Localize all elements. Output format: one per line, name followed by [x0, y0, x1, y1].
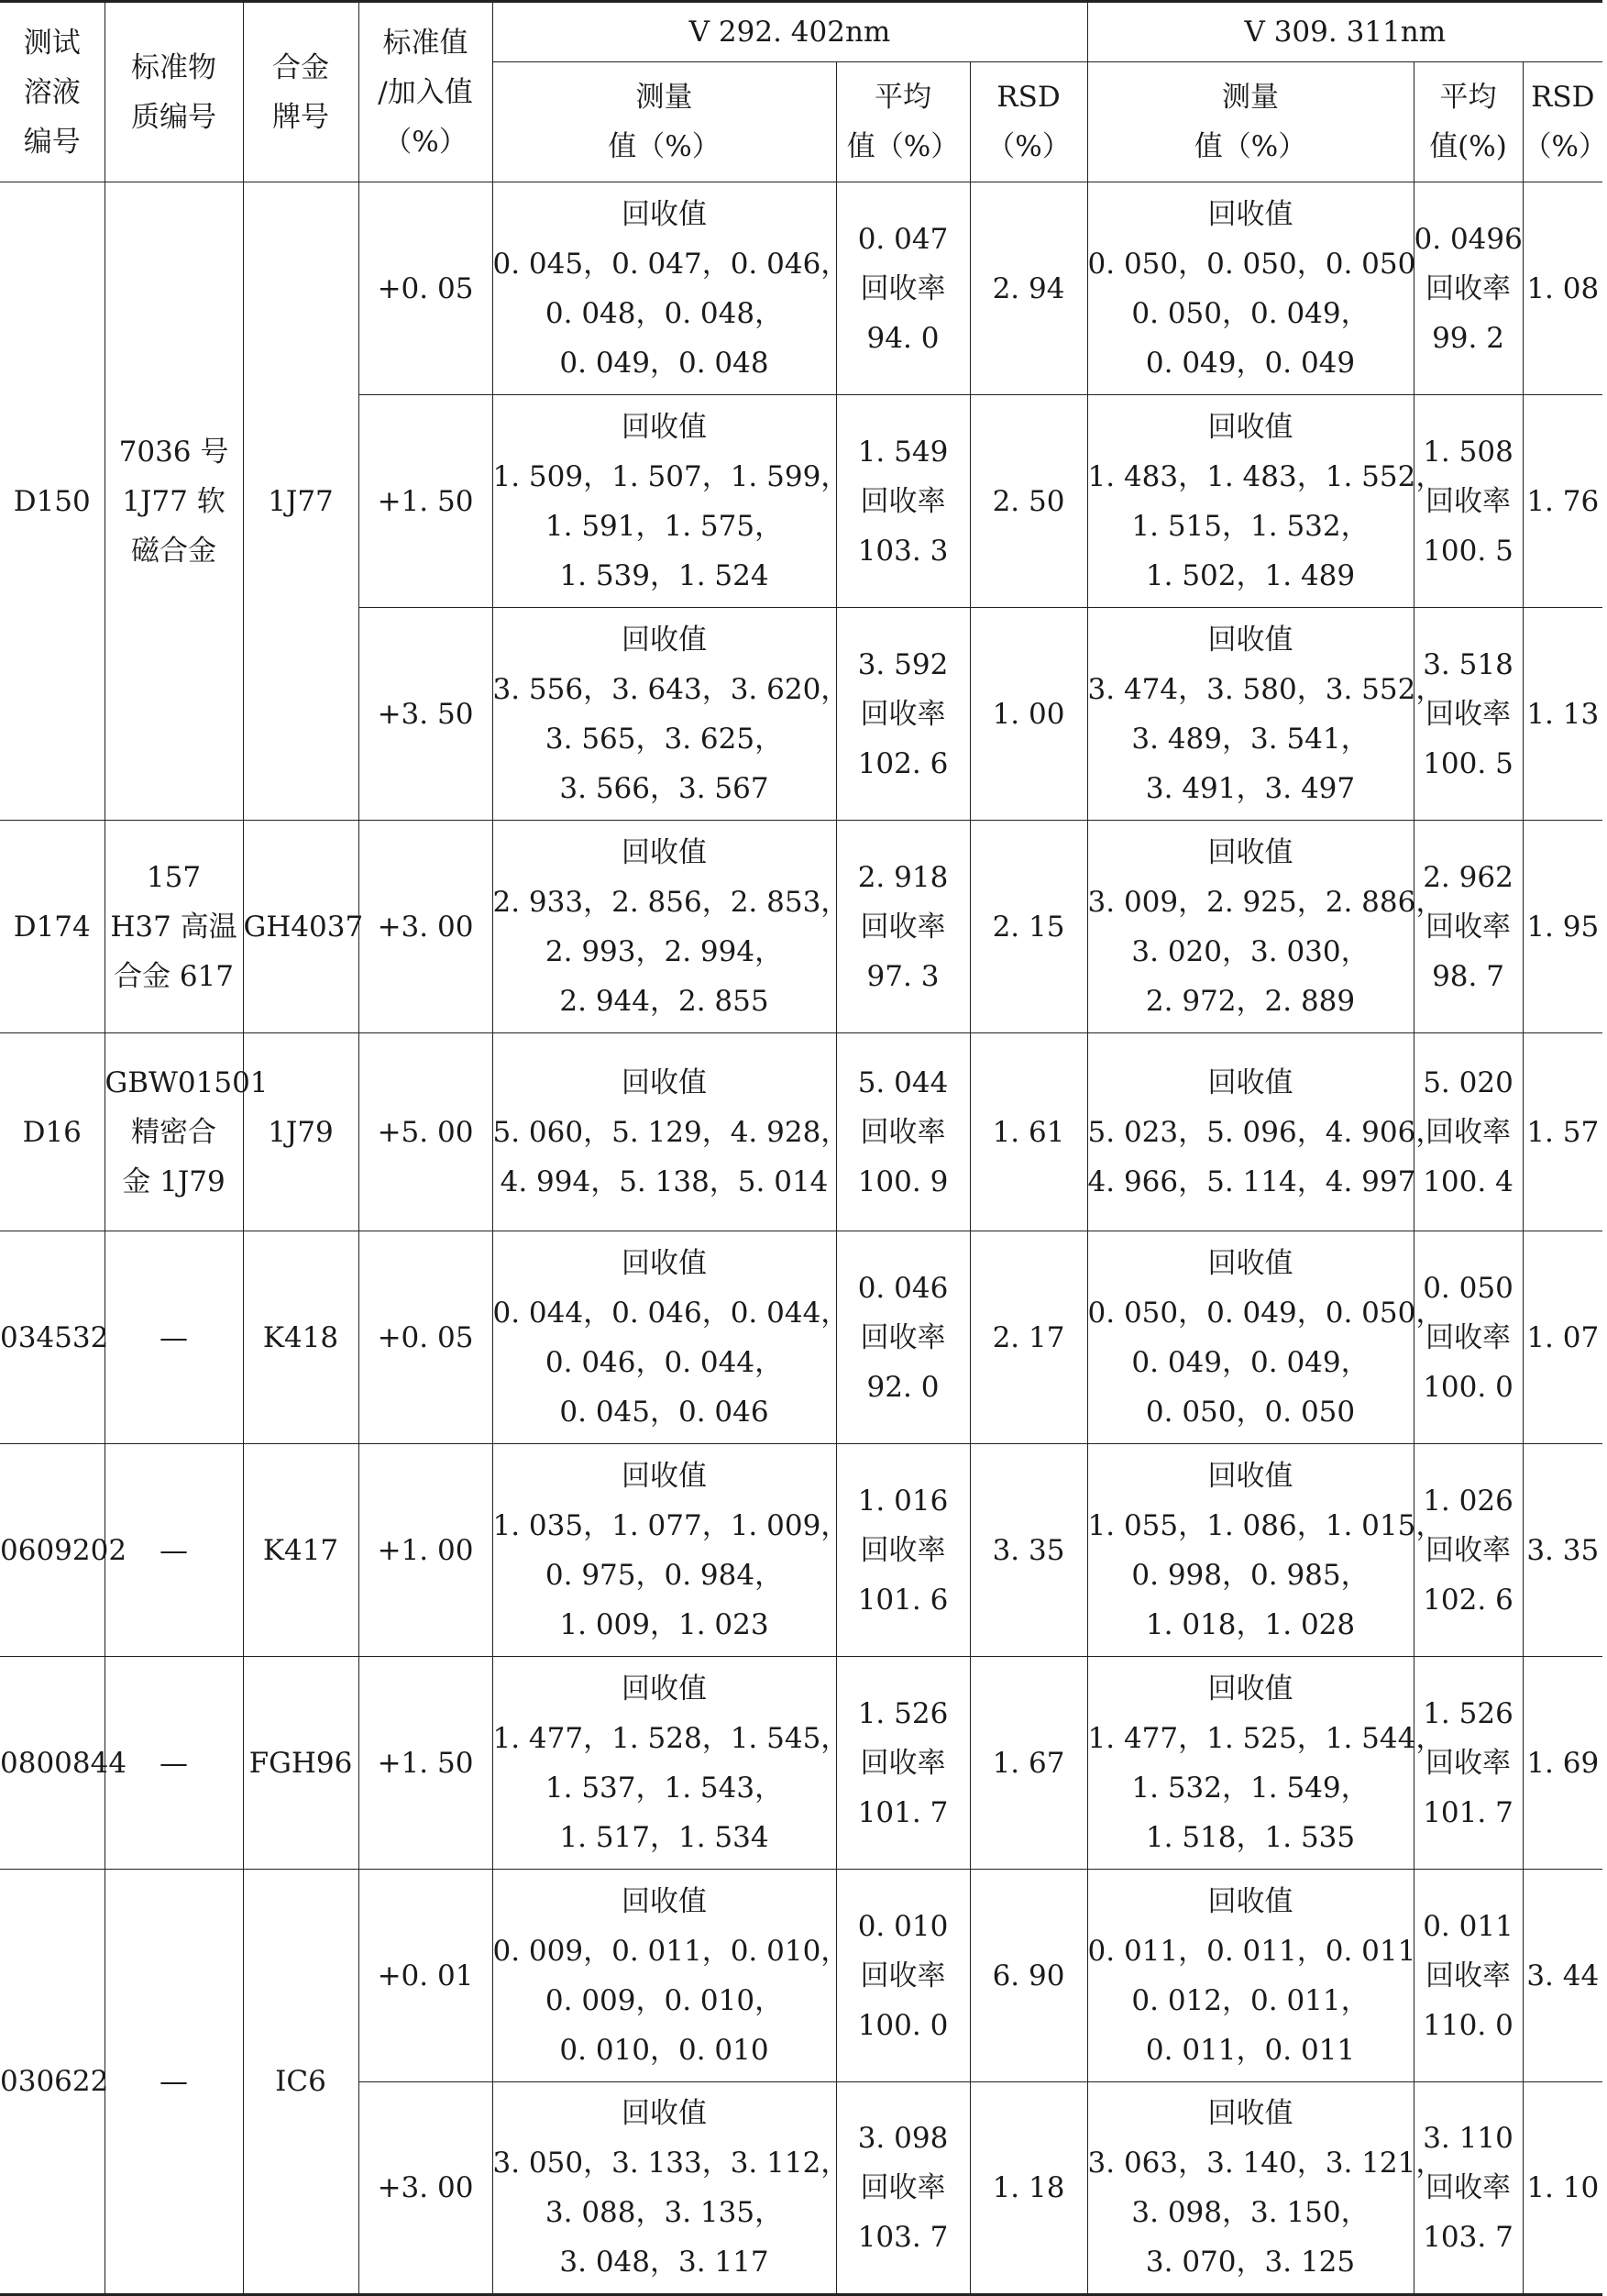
cell-mean-recovery	[836, 1870, 970, 2082]
cell-line: 3. 050，3. 133，3. 112，	[492, 2147, 850, 2180]
cell-line: 回收值	[1207, 2097, 1293, 2130]
cell-added-value: +3. 50	[358, 608, 492, 821]
cell-line: 1. 591，1. 575，	[545, 509, 784, 543]
cell-rsd: 3. 35	[1523, 1444, 1602, 1657]
cell-mean-recovery	[836, 395, 970, 608]
table-row	[0, 1033, 1602, 1231]
cell-line: 1. 483，1. 483，1. 552，	[1087, 459, 1445, 493]
cell-rsd: 1. 67	[970, 1657, 1087, 1870]
cell-alloy: FGH96	[243, 1657, 358, 1870]
cell-measured-values	[1087, 821, 1445, 1033]
cell-added-value: +1. 50	[358, 1657, 492, 1870]
cell-line: 回收值	[622, 835, 707, 869]
cell-mean-recovery	[836, 1444, 970, 1657]
cell-line: 3. 489，3. 541，	[1131, 722, 1370, 756]
cell-added-value: +3. 00	[358, 821, 492, 1033]
header-alloy: 合金 牌号	[243, 2, 358, 182]
cell-rsd: 2. 17	[970, 1231, 1087, 1444]
cell-rsd: 1. 00	[970, 608, 1087, 821]
cell-line: 合金 617	[113, 959, 235, 993]
cell-line: 1. 026	[1423, 1484, 1513, 1518]
cell-line: 1. 477，1. 528，1. 545，	[492, 1721, 850, 1755]
cell-line: 1J77 软	[122, 484, 226, 518]
cell-line: 3. 088，3. 135，	[545, 2196, 784, 2229]
cell-mean-recovery	[1414, 182, 1523, 395]
header-rsd-1: RSD （%）	[970, 62, 1087, 182]
cell-mean-recovery	[1414, 1657, 1523, 1870]
cell-line: 94. 0	[866, 321, 940, 355]
cell-line: H37 高温	[110, 910, 237, 944]
cell-measured-values	[492, 1444, 850, 1657]
cell-sample-id: D174	[0, 821, 105, 1033]
cell-mean-recovery	[836, 182, 970, 395]
cell-line: 回收率	[1425, 697, 1512, 731]
cell-line: 2. 962	[1423, 860, 1513, 894]
cell-line: 0. 009，0. 011，0. 010，	[492, 1934, 850, 1968]
cell-line: 100. 4	[1423, 1165, 1513, 1198]
cell-line: 回收值	[1207, 1459, 1293, 1493]
cell-added-value: +1. 50	[358, 395, 492, 608]
cell-line: 1. 477，1. 525，1. 544，	[1087, 1721, 1445, 1755]
cell-line: 3. 592	[857, 647, 949, 681]
cell-mean-recovery	[836, 1033, 970, 1231]
cell-added-value: +0. 05	[358, 1231, 492, 1444]
header-mean-2: 平均 值(%)	[1414, 62, 1523, 182]
cell-line: 101. 7	[1423, 1795, 1513, 1829]
table-row	[0, 1444, 1602, 1657]
cell-line: 1. 526	[1423, 1696, 1513, 1730]
cell-line: 回收值	[622, 1246, 707, 1280]
header-mean-1: 平均 值（%）	[836, 62, 970, 182]
cell-line: 0. 050，0. 049，0. 050，	[1087, 1296, 1445, 1330]
cell-mean-recovery	[1414, 821, 1523, 1033]
cell-line: 110. 0	[1423, 2008, 1513, 2042]
cell-line: 回收值	[1207, 623, 1293, 657]
cell-line: 0. 045，0. 046	[559, 1395, 769, 1429]
header-wavelength-1: V 292. 402nm	[492, 2, 1087, 62]
cell-line: 3. 110	[1423, 2122, 1513, 2155]
cell-line: 0. 011	[1423, 1909, 1513, 1943]
cell-measured-values	[492, 1231, 850, 1444]
cell-line: 2. 918	[857, 860, 949, 894]
cell-mean-recovery	[836, 821, 970, 1033]
cell-line: 磁合金	[131, 534, 216, 568]
cell-line: 1. 526	[857, 1696, 949, 1730]
table-row	[0, 182, 1602, 395]
cell-line: 回收值	[1207, 1065, 1293, 1099]
cell-measured-values	[1087, 1870, 1414, 2082]
cell-mean-recovery	[836, 1657, 970, 1870]
cell-added-value: +1. 00	[358, 1444, 492, 1657]
cell-line: 0. 975，0. 984，	[545, 1558, 784, 1592]
cell-line: 5. 020	[1423, 1065, 1513, 1099]
cell-rsd: 1. 13	[1523, 608, 1602, 821]
cell-measured-values	[492, 608, 850, 821]
cell-line: 100. 0	[857, 2008, 949, 2042]
cell-rsd: 6. 90	[970, 1870, 1087, 2082]
cell-line: GBW01501	[105, 1065, 269, 1099]
cell-rsd: 2. 15	[970, 821, 1087, 1033]
cell-line: 5. 044	[857, 1065, 949, 1099]
cell-line: 回收率	[1425, 2171, 1512, 2204]
cell-line: 回收率	[1425, 1320, 1512, 1354]
cell-line: 0. 045，0. 047，0. 046，	[492, 247, 850, 281]
cell-line: 回收率	[1425, 910, 1512, 944]
cell-measured-values	[1087, 1657, 1445, 1870]
table-row	[0, 1231, 1602, 1444]
cell-line: 103. 3	[857, 534, 949, 568]
cell-reference	[105, 821, 243, 1033]
cell-line: 0. 011，0. 011，0. 011	[1087, 1934, 1416, 1968]
cell-line: 157	[146, 860, 202, 894]
header-wavelength-2: V 309. 311nm	[1087, 2, 1602, 62]
cell-line: 回收值	[622, 197, 707, 231]
cell-rsd: 1. 69	[1523, 1657, 1602, 1870]
cell-measured-values	[492, 182, 850, 395]
cell-line: 回收值	[1207, 835, 1293, 869]
cell-line: 回收值	[622, 1065, 707, 1099]
cell-line: 回收率	[860, 1533, 946, 1567]
cell-line: 回收值	[1207, 410, 1293, 444]
cell-alloy: 1J79	[243, 1033, 358, 1231]
cell-line: 1. 009，1. 023	[559, 1607, 769, 1641]
cell-line: 0. 012，0. 011，	[1131, 1983, 1370, 2017]
cell-line: 100. 0	[1423, 1370, 1513, 1404]
cell-line: 回收率	[860, 1746, 946, 1780]
cell-measured-values	[492, 821, 850, 1033]
cell-line: 1. 035，1. 077，1. 009，	[492, 1508, 850, 1542]
cell-rsd: 2. 50	[970, 395, 1087, 608]
cell-rsd: 1. 95	[1523, 821, 1602, 1033]
cell-line: 1. 549	[857, 435, 949, 469]
cell-line: 99. 2	[1432, 321, 1504, 355]
cell-line: 1. 518，1. 535	[1145, 1820, 1356, 1854]
cell-alloy: GH4037	[243, 821, 358, 1033]
cell-line: 回收率	[1425, 484, 1512, 518]
cell-alloy: 1J77	[243, 182, 358, 821]
cell-line: 97. 3	[866, 959, 940, 993]
cell-measured-values	[1087, 1231, 1445, 1444]
cell-line: 7036 号	[118, 435, 229, 469]
cell-line: 3. 556，3. 643，3. 620，	[492, 672, 850, 706]
cell-line: —	[160, 1746, 188, 1780]
header-added: 标准值 /加入值 （%）	[358, 2, 492, 182]
cell-line: 3. 020，3. 030，	[1131, 934, 1370, 968]
cell-mean-recovery	[836, 1231, 970, 1444]
cell-rsd: 3. 35	[970, 1444, 1087, 1657]
table-row	[0, 1657, 1602, 1870]
cell-reference	[105, 182, 243, 821]
cell-line: 回收值	[1207, 1884, 1293, 1918]
cell-line: 103. 7	[1423, 2221, 1513, 2254]
cell-line: 0. 049，0. 049	[1145, 346, 1356, 380]
cell-reference	[105, 1231, 243, 1444]
cell-line: 1. 515，1. 532，	[1131, 509, 1370, 543]
cell-line: 0. 047	[857, 222, 949, 256]
cell-measured-values	[492, 1033, 850, 1231]
cell-added-value: +3. 00	[358, 2082, 492, 2295]
cell-measured-values	[492, 395, 850, 608]
cell-line: 3. 009，2. 925，2. 886，	[1087, 885, 1445, 919]
cell-line: 1. 055，1. 086，1. 015，	[1087, 1508, 1445, 1542]
cell-line: 4. 994，5. 138，5. 014	[500, 1165, 829, 1198]
cell-line: —	[160, 1533, 188, 1567]
cell-line: 回收率	[860, 1959, 946, 1992]
cell-line: 101. 6	[857, 1583, 949, 1617]
cell-line: 1. 509，1. 507，1. 599，	[492, 459, 850, 493]
cell-line: 4. 966，5. 114，4. 997	[1087, 1165, 1416, 1198]
cell-line: 0. 010	[857, 1909, 949, 1943]
cell-rsd: 1. 57	[1523, 1033, 1602, 1231]
cell-line: 5. 060，5. 129，4. 928，	[492, 1115, 850, 1149]
cell-rsd: 1. 08	[1523, 182, 1602, 395]
cell-line: 102. 6	[857, 746, 949, 780]
cell-rsd: 1. 76	[1523, 395, 1602, 608]
cell-line: 0. 998，0. 985，	[1131, 1558, 1370, 1592]
cell-alloy: IC6	[243, 1870, 358, 2295]
cell-line: 回收率	[860, 910, 946, 944]
cell-line: 102. 6	[1423, 1583, 1513, 1617]
cell-sample-id: 0609202	[0, 1444, 105, 1657]
cell-line: 100. 9	[857, 1165, 949, 1198]
cell-mean-recovery	[1414, 395, 1523, 608]
cell-measured-values	[1087, 2082, 1445, 2295]
cell-line: 回收率	[860, 1320, 946, 1354]
table-body	[0, 182, 1602, 2295]
cell-sample-id: 0800844	[0, 1657, 105, 1870]
cell-rsd: 1. 61	[970, 1033, 1087, 1231]
cell-line: 0. 049，0. 049，	[1131, 1345, 1370, 1379]
cell-mean-recovery	[836, 608, 970, 821]
cell-line: 1. 508	[1423, 435, 1513, 469]
cell-line: 3. 566，3. 567	[559, 771, 769, 805]
cell-line: 0. 048，0. 048，	[545, 296, 784, 330]
cell-measured-values	[1087, 395, 1445, 608]
cell-line: 回收率	[860, 271, 946, 305]
cell-line: 0. 046，0. 044，	[545, 1345, 784, 1379]
cell-line: 回收值	[622, 623, 707, 657]
header-sample: 测试 溶液 编号	[0, 2, 105, 182]
cell-line: 回收率	[860, 697, 946, 731]
cell-line: 0. 0496	[1414, 222, 1523, 256]
cell-line: 回收值	[1207, 1246, 1293, 1280]
table-row	[0, 821, 1602, 1033]
cell-measured-values	[492, 2082, 850, 2295]
header-reference: 标准物 质编号	[105, 2, 243, 182]
cell-measured-values	[492, 1870, 850, 2082]
cell-line: 回收率	[860, 484, 946, 518]
cell-line: —	[160, 1320, 188, 1354]
cell-measured-values	[1087, 182, 1414, 395]
cell-measured-values	[492, 1657, 850, 1870]
cell-line: 100. 5	[1423, 534, 1513, 568]
cell-line: 2. 993，2. 994，	[545, 934, 784, 968]
cell-alloy: K417	[243, 1444, 358, 1657]
cell-mean-recovery	[1414, 1870, 1523, 2082]
cell-line: 1. 537，1. 543，	[545, 1771, 784, 1805]
table-row	[0, 1870, 1602, 2082]
cell-line: 98. 7	[1432, 959, 1504, 993]
cell-line: 回收值	[1207, 1672, 1293, 1705]
table-header	[0, 2, 1607, 182]
cell-reference	[105, 1033, 269, 1231]
cell-line: 3. 491，3. 497	[1145, 771, 1356, 805]
cell-line: 精密合	[131, 1115, 216, 1149]
cell-added-value: +0. 05	[358, 182, 492, 395]
cell-rsd: 3. 44	[1523, 1870, 1602, 2082]
cell-line: 回收率	[860, 1115, 946, 1149]
cell-line: 回收率	[1425, 271, 1512, 305]
cell-mean-recovery	[1414, 608, 1523, 821]
cell-line: 3. 565，3. 625，	[545, 722, 784, 756]
cell-sample-id: 034532	[0, 1231, 105, 1444]
cell-line: 3. 070，3. 125	[1145, 2246, 1356, 2279]
cell-rsd: 1. 18	[970, 2082, 1087, 2295]
cell-line: 0. 050，0. 050	[1145, 1395, 1356, 1429]
header-measured-1: 测量 值（%）	[492, 62, 836, 182]
cell-mean-recovery	[836, 2082, 970, 2295]
cell-line: 100. 5	[1423, 746, 1513, 780]
cell-rsd: 2. 94	[970, 182, 1087, 395]
header-rsd-2: RSD （%）	[1523, 62, 1602, 182]
cell-sample-id: D150	[0, 182, 105, 821]
cell-line: 0. 010，0. 010	[559, 2033, 769, 2067]
cell-line: 1. 539，1. 524	[559, 558, 769, 592]
cell-line: 3. 063，3. 140，3. 121，	[1087, 2147, 1445, 2180]
cell-line: 0. 011，0. 011	[1145, 2033, 1356, 2067]
cell-line: 回收率	[1425, 1533, 1512, 1567]
cell-rsd: 1. 10	[1523, 2082, 1602, 2295]
cell-line: 1. 502，1. 489	[1145, 558, 1356, 592]
cell-line: 回收值	[622, 2097, 707, 2130]
cell-line: 3. 048，3. 117	[559, 2246, 769, 2279]
cell-line: 0. 050，0. 049，	[1131, 296, 1370, 330]
cell-line: 92. 0	[866, 1370, 940, 1404]
cell-rsd: 1. 07	[1523, 1231, 1602, 1444]
cell-mean-recovery	[1414, 1033, 1523, 1231]
cell-line: 1. 517，1. 534	[559, 1820, 769, 1854]
cell-line: 回收率	[860, 2171, 946, 2204]
cell-line: 0. 050	[1423, 1271, 1513, 1305]
cell-line: 3. 474，3. 580，3. 552，	[1087, 672, 1445, 706]
cell-measured-values	[1087, 608, 1445, 821]
cell-reference	[105, 1870, 243, 2295]
cell-line: 0. 044，0. 046，0. 044，	[492, 1296, 850, 1330]
cell-line: 0. 009，0. 010，	[545, 1983, 784, 2017]
cell-measured-values	[1087, 1033, 1445, 1231]
cell-line: 2. 944，2. 855	[559, 984, 769, 1018]
cell-line: 0. 050，0. 050，0. 050	[1087, 247, 1416, 281]
header-measured-2: 测量 值（%）	[1087, 62, 1414, 182]
cell-line: 3. 098	[857, 2122, 949, 2155]
cell-added-value: +0. 01	[358, 1870, 492, 2082]
cell-line: 1. 016	[857, 1484, 949, 1518]
cell-line: 101. 7	[857, 1795, 949, 1829]
cell-line: 金 1J79	[122, 1165, 226, 1198]
cell-alloy: K418	[243, 1231, 358, 1444]
cell-line: 0. 049，0. 048	[559, 346, 769, 380]
cell-line: 5. 023，5. 096，4. 906，	[1087, 1115, 1445, 1149]
cell-line: 3. 518	[1423, 647, 1513, 681]
cell-added-value: +5. 00	[358, 1033, 492, 1231]
cell-measured-values	[1087, 1444, 1445, 1657]
cell-line: 0. 046	[857, 1271, 949, 1305]
cell-line: 回收值	[622, 1672, 707, 1705]
cell-line: 回收值	[622, 1459, 707, 1493]
cell-line: 1. 018，1. 028	[1145, 1607, 1356, 1641]
cell-line: 2. 972，2. 889	[1145, 984, 1356, 1018]
cell-line: 回收率	[1425, 1115, 1512, 1149]
cell-line: 回收率	[1425, 1746, 1512, 1780]
cell-line: 回收率	[1425, 1959, 1512, 1992]
cell-line: 回收值	[1207, 197, 1293, 231]
cell-mean-recovery	[1414, 2082, 1523, 2295]
cell-line: —	[160, 2065, 188, 2098]
cell-line: 3. 098，3. 150，	[1131, 2196, 1370, 2229]
cell-line: 回收值	[622, 1884, 707, 1918]
cell-line: 回收值	[622, 410, 707, 444]
cell-line: 1. 532，1. 549，	[1131, 1771, 1370, 1805]
cell-mean-recovery	[1414, 1444, 1523, 1657]
cell-sample-id: 030622	[0, 1870, 105, 2295]
cell-sample-id: D16	[0, 1033, 105, 1231]
cell-mean-recovery	[1414, 1231, 1523, 1444]
cell-line: 103. 7	[857, 2221, 949, 2254]
cell-line: 2. 933，2. 856，2. 853，	[492, 885, 850, 919]
